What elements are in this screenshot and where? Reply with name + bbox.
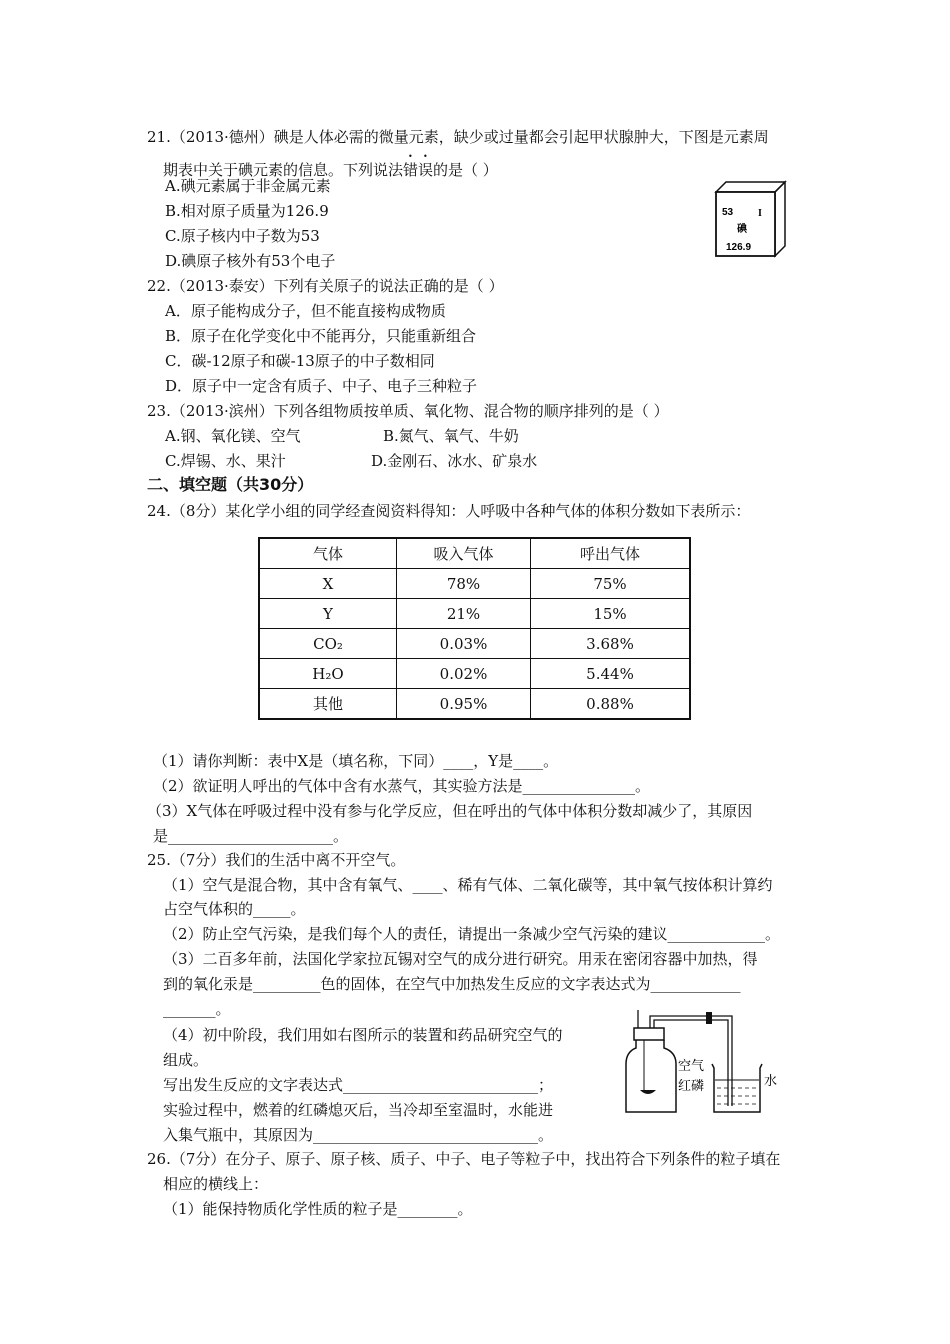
table-cell: 3.68%: [531, 629, 691, 659]
q25-part3-line2: 到的氧化汞是_________色的固体，在空气中加热发生反应的文字表达式为____________: [163, 975, 741, 993]
table-row: [259, 659, 690, 689]
table-cell: 0.95%: [397, 689, 531, 720]
emphasis-word: 错误: [403, 161, 434, 179]
q25-part3-line3: _______。: [163, 1000, 231, 1018]
table-header: 呼出气体: [531, 538, 691, 569]
atomic-number: 53: [722, 207, 734, 218]
clamp-icon: [706, 1012, 712, 1024]
q26-stem-line1: 26.（7分）在分子、原子、原子核、质子、中子、电子等粒子中，找出符合下列条件的粒子填在: [147, 1150, 781, 1168]
table-cell: X: [259, 569, 397, 599]
q24-part3-line2: 是______________________。: [153, 827, 349, 845]
q22-option-b: B．原子在化学变化中不能再分，只能重新组合: [165, 327, 477, 345]
section-heading: 二、填空题（共30分）: [147, 475, 314, 494]
table-cell: 15%: [531, 599, 691, 629]
table-cell: 5.44%: [531, 659, 691, 689]
q23-option-c: C.焊锡、水、果汁: [165, 452, 286, 470]
table-header-row: [259, 538, 690, 569]
table-row: [259, 599, 690, 629]
q24-part3-line1: （3）X气体在呼吸过程中没有参与化学反应，但在呼出的气体中体积分数却减少了，其原因: [147, 802, 753, 820]
table-cell: 0.03%: [397, 629, 531, 659]
q22-option-a: A．原子能构成分子，但不能直接构成物质: [165, 302, 446, 320]
water-label: 水: [764, 1074, 778, 1089]
q25-part4-line3: 写出发生反应的文字表达式__________________________；: [163, 1076, 554, 1094]
table-cell: 0.02%: [397, 659, 531, 689]
table-cell: Y: [259, 599, 397, 629]
table-cell: 0.88%: [531, 689, 691, 720]
q21-option-d: D.碘原子核外有53个电子: [165, 252, 336, 270]
q25-part1-line1: （1）空气是混合物，其中含有氧气、____、稀有气体、二氧化碳等，其中氧气按体积计算约: [163, 876, 773, 894]
table-row: [259, 689, 690, 720]
gas-volume-table: [258, 537, 691, 720]
q22-option-c: C．碳-12原子和碳-13原子的中子数相同: [165, 352, 435, 370]
q22-option-d: D．原子中一定含有质子、中子、电子三种粒子: [165, 377, 478, 395]
q23-option-d: D.金刚石、冰水、矿泉水: [371, 452, 538, 470]
q25-stem: 25.（7分）我们的生活中离不开空气。: [147, 851, 406, 869]
table-cell: 78%: [397, 569, 531, 599]
q21-option-a: A.碘元素属于非金属元素: [165, 177, 331, 195]
q26-stem-line2: 相应的横线上：: [163, 1175, 269, 1193]
table-row: [259, 629, 690, 659]
atomic-mass: 126.9: [726, 242, 752, 253]
q25-part4-line2: 组成。: [163, 1051, 209, 1069]
air-label: 空气: [678, 1059, 705, 1074]
table-cell: H₂O: [259, 659, 397, 689]
iodine-element-card: [712, 180, 787, 258]
q23-option-b: B.氮气、氧气、牛奶: [383, 427, 519, 445]
q21-option-c: C.原子核内中子数为53: [165, 227, 320, 245]
q24-part1: （1）请你判断：表中X是（填名称，下同）____，Y是____。: [153, 752, 559, 770]
q21-option-b: B.相对原子质量为126.9: [165, 202, 329, 220]
q22-stem: 22.（2013·泰安）下列有关原子的说法正确的是（ ）: [147, 277, 504, 295]
q25-part4-line5: 入集气瓶中，其原因为______________________________。: [163, 1126, 554, 1144]
element-symbol: I: [758, 208, 762, 219]
table-cell: 其他: [259, 689, 397, 720]
q26-part1: （1）能保持物质化学性质的粒子是________。: [163, 1200, 473, 1218]
q21-stem-line1: 21.（2013·德州）碘是人体必需的微量元素，缺少或过量都会引起甲状腺肿大，下图是元素周: [147, 128, 769, 146]
table-header: 气体: [259, 538, 397, 569]
q25-part3-line1: （3）二百多年前，法国化学家拉瓦锡对空气的成分进行研究。用汞在密闭容器中加热，得: [163, 950, 758, 968]
q25-part2: （2）防止空气污染，是我们每个人的责任，请提出一条减少空气污染的建议_____________。: [163, 925, 781, 943]
q23-stem: 23.（2013·滨州）下列各组物质按单质、氧化物、混合物的顺序排列的是（ ）: [147, 402, 669, 420]
table-cell: 21%: [397, 599, 531, 629]
q24-part2: （2）欲证明人呼出的气体中含有水蒸气，其实验方法是_______________。: [153, 777, 651, 795]
q25-part4-line4: 实验过程中，燃着的红磷熄灭后，当冷却至室温时，水能进: [163, 1101, 554, 1119]
table-header: 吸入气体: [397, 538, 531, 569]
phosphorus-label: 红磷: [678, 1079, 705, 1094]
q24-stem: 24.（8分）某化学小组的同学经查阅资料得知：人呼吸中各种气体的体积分数如下表所示：: [147, 502, 751, 520]
q21-stem-line2: 期表中关于碘元素的信息。下列说法错误的是（ ）: [163, 161, 498, 179]
table-cell: CO₂: [259, 629, 397, 659]
phosphorus-spoon-icon: [640, 1090, 656, 1094]
q25-part1-line2: 占空气体积的_____。: [163, 900, 306, 918]
apparatus-diagram: [622, 1008, 782, 1118]
table-cell: 75%: [531, 569, 691, 599]
q25-part4-line1: （4）初中阶段，我们用如右图所示的装置和药品研究空气的: [163, 1026, 563, 1044]
table-row: [259, 569, 690, 599]
q23-option-a: A.钢、氧化镁、空气: [165, 427, 301, 445]
element-name: 碘: [737, 224, 747, 235]
